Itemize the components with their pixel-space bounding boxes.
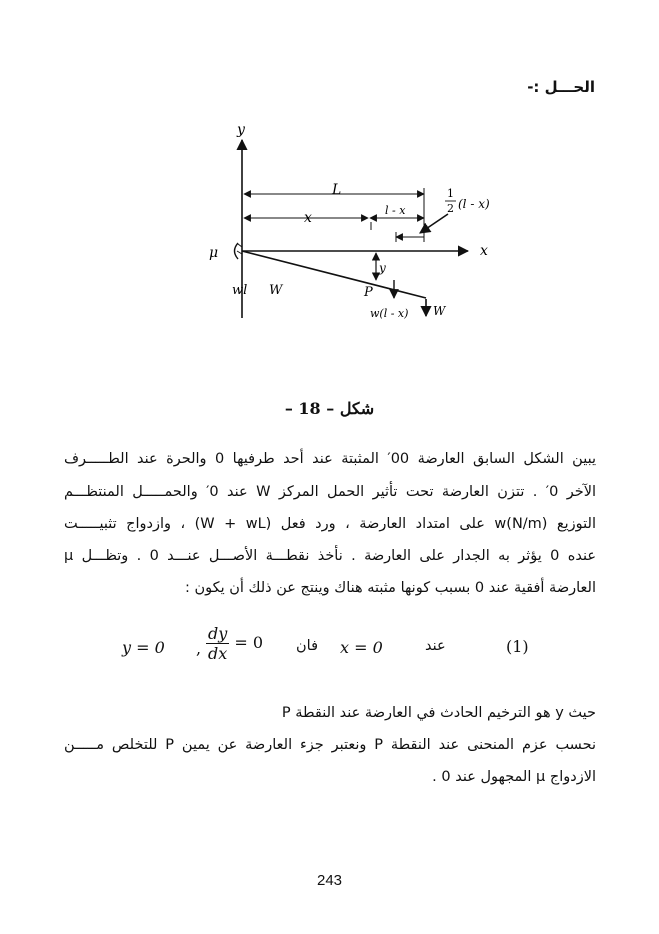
y-axis-label: y	[237, 122, 245, 138]
x-axis-label: x	[480, 243, 488, 259]
equation-then-word: فان	[296, 638, 318, 654]
paragraph-line: العارضة أفقية عند 0 بسبب كونها مثبته هناك وينتج عن ذلك أن يكون :	[184, 580, 596, 596]
derivative-denominator: dx	[208, 644, 228, 663]
figure-caption: شكل – 18 –	[284, 399, 375, 418]
paragraph-line: يبين الشكل السابق العارضة 00′ المثبتة عند أحد طرفيها 0 والحرة عند الطـــــرف	[64, 451, 596, 467]
distributed-load-label: w(l - x)	[370, 307, 409, 320]
paragraph-line: الازدواج μ المجهول عند 0 .	[432, 769, 596, 785]
cantilever-beam-figure	[180, 118, 510, 328]
paragraph-line: μ عنده 0 يؤثر به الجدار على العارضة . نأخذ نقطـــة الأصـــل عنـــد 0 . وتظـــل	[64, 548, 596, 564]
derivative-condition	[206, 624, 263, 663]
equation-number: (1)	[506, 637, 529, 656]
paragraph-line: التوزيع w(N/m) على امتداد العارضة ، ورد فعل (W + wL) ، وازدواج تثبيـــــت	[64, 516, 596, 532]
derivative-rhs: = 0	[234, 633, 264, 652]
l-minus-x-label: l - x	[385, 204, 406, 217]
paragraph-line: الآخر 0′ . تتزن العارضة تحت تأثير الحمل المركز W عند 0′ والحمـــــل المنتظـــم	[64, 484, 597, 500]
half-numerator: 1	[447, 187, 454, 200]
page-number: 243	[316, 872, 343, 889]
deflection-label: y	[379, 261, 386, 275]
wl-label: wl	[232, 283, 248, 298]
W-load-label: W	[433, 304, 446, 318]
deflection-condition: y = 0	[122, 638, 165, 657]
equation-comma: ,	[196, 639, 202, 658]
half-denominator: 2	[447, 202, 454, 215]
P-label: P	[364, 285, 373, 300]
equation-condition: x = 0	[340, 638, 383, 657]
equation-at-word: عند	[425, 638, 446, 654]
x-label: x	[304, 210, 312, 226]
half-expression: (l - x)	[458, 197, 490, 211]
paragraph-line: نحسب عزم المنحنى عند النقطة P ونعتبر جزء العارضة عن يمين P للتخلص مـــــن	[64, 737, 597, 753]
derivative-numerator: dy	[208, 624, 228, 643]
paragraph-line: حيث y هو الترخيم الحادث في العارضة عند النقطة P	[281, 705, 596, 721]
derivative-fraction	[206, 624, 229, 663]
solution-heading: الحـــل :-	[527, 78, 595, 96]
L-label: L	[332, 182, 342, 198]
W-reaction-label: W	[269, 283, 283, 298]
mu-label: μ	[209, 245, 219, 261]
